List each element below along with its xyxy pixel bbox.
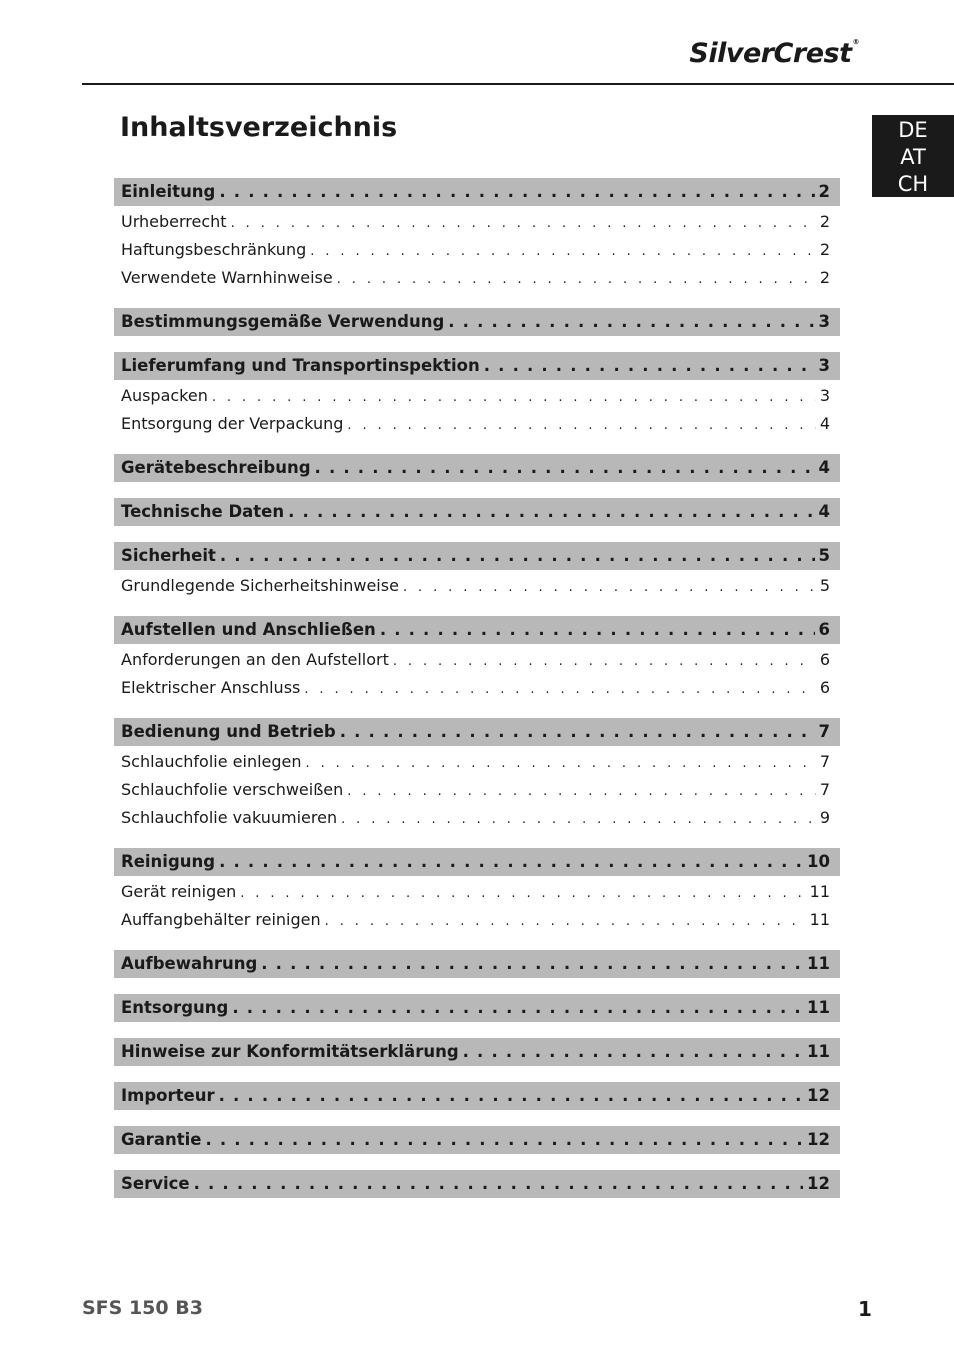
toc-chapter-entry[interactable]	[114, 308, 840, 336]
toc-leader-dots	[347, 778, 816, 804]
toc-leader-dots	[288, 498, 814, 526]
toc-subsection-entry[interactable]	[114, 646, 840, 674]
toc-chapter-title: Importeur	[121, 1086, 215, 1105]
toc-chapter-entry[interactable]	[114, 848, 840, 876]
toc-section	[114, 718, 840, 832]
toc-chapter-title: Bestimmungsgemäße Verwendung	[121, 312, 445, 331]
toc-leader-dots	[232, 994, 803, 1022]
toc-chapter-entry[interactable]	[114, 950, 840, 978]
toc-leader-dots	[380, 616, 815, 644]
toc-subsection-title: Gerät reinigen	[121, 882, 237, 901]
toc-subsection-entry[interactable]	[114, 264, 840, 292]
toc-section	[114, 454, 840, 482]
toc-subsection-list	[114, 746, 840, 832]
toc-subsection-page: 9	[819, 808, 830, 827]
toc-chapter-title: Aufstellen und Anschließen	[121, 620, 376, 639]
toc-leader-dots	[315, 454, 815, 482]
toc-subsection-entry[interactable]	[114, 748, 840, 776]
toc-subsection-page: 6	[819, 678, 830, 697]
language-code: DE	[898, 118, 928, 142]
toc-leader-dots	[205, 1126, 803, 1154]
registered-mark: ®	[852, 38, 859, 46]
toc-leader-dots	[219, 1082, 803, 1110]
toc-subsection-title: Schlauchfolie vakuumieren	[121, 808, 338, 827]
toc-subsection-title: Schlauchfolie verschweißen	[121, 780, 344, 799]
toc-chapter-title: Garantie	[121, 1130, 202, 1149]
toc-leader-dots	[194, 1170, 803, 1198]
toc-section	[114, 616, 840, 702]
toc-subsection-page: 7	[819, 752, 830, 771]
toc-chapter-entry[interactable]	[114, 1170, 840, 1198]
model-number: SFS 150 B3	[82, 1297, 203, 1319]
toc-subsection-entry[interactable]	[114, 878, 840, 906]
toc-chapter-title: Sicherheit	[121, 546, 216, 565]
toc-subsection-page: 4	[819, 414, 830, 433]
toc-section	[114, 950, 840, 978]
toc-chapter-page: 12	[807, 1174, 830, 1193]
toc-subsection-entry[interactable]	[114, 410, 840, 438]
toc-chapter-page: 12	[807, 1130, 830, 1149]
toc-leader-dots	[240, 880, 805, 906]
toc-chapter-title: Aufbewahrung	[121, 954, 258, 973]
toc-section	[114, 352, 840, 438]
toc-chapter-page: 5	[818, 546, 830, 565]
toc-chapter-page: 4	[818, 458, 830, 477]
toc-section	[114, 1170, 840, 1198]
toc-chapter-title: Einleitung	[121, 182, 216, 201]
toc-chapter-page: 4	[818, 502, 830, 521]
toc-leader-dots	[310, 238, 816, 264]
toc-leader-dots	[347, 412, 815, 438]
toc-chapter-page: 6	[818, 620, 830, 639]
toc-chapter-entry[interactable]	[114, 178, 840, 206]
toc-section	[114, 498, 840, 526]
toc-chapter-entry[interactable]	[114, 718, 840, 746]
toc-section	[114, 994, 840, 1022]
toc-subsection-page: 7	[819, 780, 830, 799]
toc-subsection-entry[interactable]	[114, 674, 840, 702]
table-of-contents	[114, 178, 840, 1214]
toc-subsection-title: Auffangbehälter reinigen	[121, 910, 321, 929]
toc-section	[114, 542, 840, 600]
toc-subsection-entry[interactable]	[114, 776, 840, 804]
toc-chapter-page: 11	[807, 998, 830, 1017]
toc-leader-dots	[403, 574, 816, 600]
toc-subsection-title: Anforderungen an den Aufstellort	[121, 650, 389, 669]
toc-subsection-page: 6	[819, 650, 830, 669]
toc-section	[114, 848, 840, 934]
language-code: AT	[900, 145, 926, 169]
toc-chapter-entry[interactable]	[114, 994, 840, 1022]
toc-leader-dots	[304, 676, 815, 702]
toc-leader-dots	[212, 384, 816, 410]
toc-subsection-entry[interactable]	[114, 906, 840, 934]
toc-chapter-page: 7	[818, 722, 830, 741]
toc-section	[114, 1038, 840, 1066]
toc-leader-dots	[220, 542, 815, 570]
toc-leader-dots	[340, 718, 815, 746]
toc-leader-dots	[463, 1038, 803, 1066]
toc-subsection-entry[interactable]	[114, 382, 840, 410]
toc-subsection-page: 11	[809, 910, 830, 929]
toc-chapter-page: 2	[818, 182, 830, 201]
toc-leader-dots	[261, 950, 803, 978]
toc-chapter-entry[interactable]	[114, 1038, 840, 1066]
toc-subsection-list	[114, 644, 840, 702]
toc-leader-dots	[393, 648, 816, 674]
toc-chapter-title: Hinweise zur Konformitätserklärung	[121, 1042, 459, 1061]
toc-chapter-page: 11	[807, 954, 830, 973]
toc-chapter-title: Entsorgung	[121, 998, 229, 1017]
toc-subsection-list	[114, 570, 840, 600]
toc-subsection-title: Schlauchfolie einlegen	[121, 752, 302, 771]
toc-chapter-title: Reinigung	[121, 852, 216, 871]
toc-subsection-entry[interactable]	[114, 572, 840, 600]
toc-subsection-list	[114, 876, 840, 934]
toc-subsection-entry[interactable]	[114, 236, 840, 264]
toc-subsection-title: Haftungsbeschränkung	[121, 240, 307, 259]
toc-chapter-entry[interactable]	[114, 352, 840, 380]
page-number: 1	[858, 1297, 872, 1321]
toc-subsection-title: Entsorgung der Verpackung	[121, 414, 344, 433]
toc-subsection-page: 3	[819, 386, 830, 405]
toc-chapter-page: 11	[807, 1042, 830, 1061]
toc-subsection-title: Grundlegende Sicherheitshinweise	[121, 576, 399, 595]
toc-subsection-list	[114, 380, 840, 438]
toc-subsection-page: 2	[819, 240, 830, 259]
toc-chapter-title: Technische Daten	[121, 502, 285, 521]
toc-chapter-title: Bedienung und Betrieb	[121, 722, 336, 741]
toc-leader-dots	[219, 848, 803, 876]
toc-leader-dots	[337, 266, 816, 292]
toc-subsection-page: 5	[819, 576, 830, 595]
toc-chapter-entry[interactable]	[114, 542, 840, 570]
toc-section	[114, 178, 840, 292]
toc-subsection-list	[114, 206, 840, 292]
toc-leader-dots	[231, 210, 816, 236]
toc-chapter-entry[interactable]	[114, 498, 840, 526]
language-tab	[872, 115, 954, 197]
toc-chapter-page: 3	[818, 356, 830, 375]
language-code: CH	[897, 172, 929, 196]
toc-subsection-title: Verwendete Warnhinweise	[121, 268, 333, 287]
toc-leader-dots	[325, 908, 806, 934]
toc-chapter-page: 3	[818, 312, 830, 331]
toc-chapter-entry[interactable]	[114, 616, 840, 644]
header-divider	[82, 83, 954, 85]
toc-chapter-title: Lieferumfang und Transportinspektion	[121, 356, 480, 375]
toc-subsection-title: Elektrischer Anschluss	[121, 678, 301, 697]
toc-chapter-title: Service	[121, 1174, 190, 1193]
toc-section	[114, 1126, 840, 1154]
brand-name: SilverCrest	[689, 38, 852, 69]
toc-chapter-title: Gerätebeschreibung	[121, 458, 311, 477]
toc-section	[114, 308, 840, 336]
toc-subsection-entry[interactable]	[114, 208, 840, 236]
toc-subsection-page: 2	[819, 212, 830, 231]
toc-chapter-entry[interactable]	[114, 454, 840, 482]
toc-subsection-page: 2	[819, 268, 830, 287]
toc-subsection-entry[interactable]	[114, 804, 840, 832]
toc-leader-dots	[219, 178, 814, 206]
toc-subsection-title: Auspacken	[121, 386, 208, 405]
toc-section	[114, 1082, 840, 1110]
toc-leader-dots	[306, 750, 816, 776]
toc-leader-dots	[341, 806, 816, 832]
toc-chapter-entry[interactable]	[114, 1082, 840, 1110]
toc-subsection-page: 11	[809, 882, 830, 901]
toc-leader-dots	[484, 352, 815, 380]
toc-chapter-page: 10	[807, 852, 830, 871]
toc-subsection-title: Urheberrecht	[121, 212, 227, 231]
toc-chapter-entry[interactable]	[114, 1126, 840, 1154]
toc-chapter-page: 12	[807, 1086, 830, 1105]
brand-logo	[689, 38, 859, 69]
page-title: Inhaltsverzeichnis	[120, 112, 398, 143]
toc-leader-dots	[448, 308, 814, 336]
